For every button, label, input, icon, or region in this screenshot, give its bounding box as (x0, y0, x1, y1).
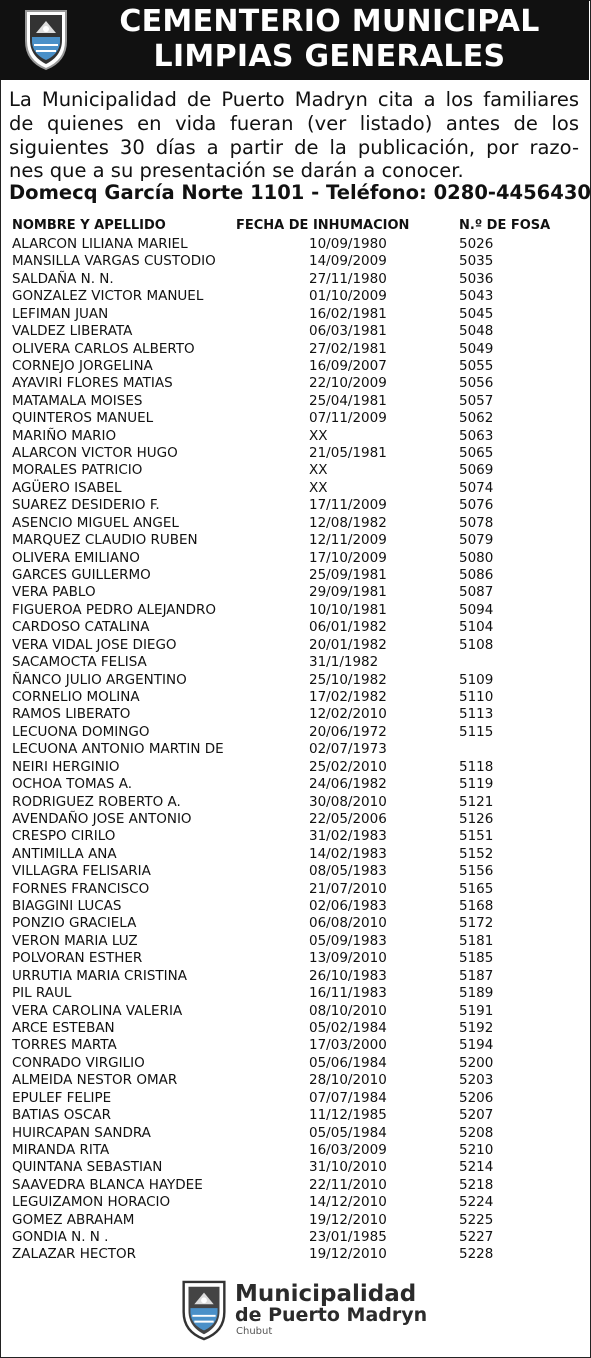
cell-fosa: 5165 (459, 880, 494, 897)
cell-date: 25/10/1982 (309, 671, 387, 688)
table-row (0, 550, 589, 567)
cell-date: 02/06/1983 (309, 898, 387, 915)
cell-name: ÑANCO JULIO ARGENTINO (12, 671, 187, 688)
table-row (0, 950, 589, 967)
cell-name: FORNES FRANCISCO (12, 880, 150, 897)
notice-address: Domecq García Norte 1101 - Teléfono: 0280-4456430 (9, 181, 591, 204)
cell-name: VILLAGRA FELISARIA (12, 863, 151, 880)
column-header-name: NOMBRE Y APELLIDO (12, 218, 166, 233)
cell-date: 10/10/1981 (309, 601, 387, 618)
table-row (0, 915, 589, 932)
cell-fosa: 5185 (459, 950, 494, 967)
cell-date: 06/01/1982 (309, 619, 387, 636)
cell-date: 16/03/2009 (309, 1141, 387, 1158)
municipal-crest-icon (180, 1279, 228, 1341)
cell-date: 06/08/2010 (309, 915, 387, 932)
cell-name: EPULEF FELIPE (12, 1089, 112, 1106)
cell-fosa: 5055 (459, 357, 494, 374)
cell-fosa: 5104 (459, 619, 494, 636)
cell-name: SAAVEDRA BLANCA HAYDEE (12, 1176, 203, 1193)
cell-name: OLIVERA CARLOS ALBERTO (12, 340, 195, 357)
cell-fosa: 5026 (459, 236, 494, 252)
table-row (0, 654, 589, 671)
cell-date: 17/10/2009 (309, 549, 387, 566)
cell-date: 14/09/2009 (309, 253, 387, 270)
cell-date: 06/03/1981 (309, 323, 387, 340)
table-header (0, 218, 589, 234)
cell-fosa: 5108 (459, 636, 494, 653)
cell-fosa: 5045 (459, 305, 494, 322)
table-row (0, 1177, 589, 1194)
cell-fosa: 5069 (459, 462, 494, 479)
cell-fosa: 5225 (459, 1211, 494, 1228)
cell-fosa: 5087 (459, 584, 494, 601)
cell-fosa: 5187 (459, 967, 494, 984)
cell-fosa: 5043 (459, 288, 494, 305)
cell-fosa: 5208 (459, 1124, 494, 1141)
cell-fosa: 5152 (459, 845, 494, 862)
cell-name: FIGUEROA PEDRO ALEJANDRO (12, 601, 217, 618)
table-row (0, 497, 589, 514)
cell-fosa: 5074 (459, 479, 494, 496)
page-title-line2: LIMPIAS GENERALES (153, 39, 506, 74)
cell-fosa: 5192 (459, 1019, 494, 1036)
table-row (0, 1037, 589, 1054)
table-row (0, 375, 589, 392)
notice-line-1: La Municipalidad de Puerto Madryn cita a los familiares (9, 88, 579, 111)
cell-fosa: 5126 (459, 810, 494, 827)
cell-fosa: 5035 (459, 253, 494, 270)
cell-date: 27/11/1980 (309, 270, 387, 287)
cell-date: 12/08/1982 (309, 514, 387, 531)
table-row (0, 1159, 589, 1176)
table-row (0, 828, 589, 845)
municipal-crest-icon (22, 7, 70, 71)
cell-name: CORNELIO MOLINA (12, 688, 140, 705)
cell-date: 22/10/2009 (309, 375, 387, 392)
cell-date: 21/07/2010 (309, 880, 387, 897)
table-row (0, 1020, 589, 1037)
cell-fosa: 5194 (459, 1037, 494, 1054)
cell-name: RAMOS LIBERATO (12, 706, 131, 723)
cell-fosa: 5057 (459, 392, 494, 409)
table-row (0, 689, 589, 706)
table-row (0, 933, 589, 950)
cell-name: AVENDAÑO JOSE ANTONIO (12, 810, 192, 827)
cell-name: ARCE ESTEBAN (12, 1019, 115, 1036)
cell-name: CRESPO CIRILO (12, 828, 116, 845)
cell-date: 17/11/2009 (309, 497, 387, 514)
cell-date: 05/06/1984 (309, 1054, 387, 1071)
table-row (0, 358, 589, 375)
column-header-fosa: N.º DE FOSA (459, 218, 551, 233)
cell-name: MORALES PATRICIO (12, 462, 143, 479)
cell-name: VERA CAROLINA VALERIA (12, 1002, 183, 1019)
table-row (0, 567, 589, 584)
table-row (0, 741, 589, 758)
table-row (0, 1003, 589, 1020)
cell-name: LEGUIZAMON HORACIO (12, 1194, 171, 1211)
cell-name: ANTIMILLA ANA (12, 845, 117, 862)
cell-date: 14/02/1983 (309, 845, 387, 862)
cell-fosa: 5151 (459, 828, 494, 845)
cell-name: LECUONA DOMINGO (12, 723, 150, 740)
cell-date: 13/09/2010 (309, 950, 387, 967)
cell-date: 31/1/1982 (309, 654, 379, 671)
cell-name: GONZALEZ VICTOR MANUEL (12, 288, 204, 305)
cell-date: 11/12/1985 (309, 1107, 387, 1124)
cell-fosa: 5181 (459, 932, 494, 949)
cell-date: 16/02/1981 (309, 305, 387, 322)
cell-name: NEIRI HERGINIO (12, 758, 120, 775)
cell-fosa: 5207 (459, 1107, 494, 1124)
cell-fosa: 5065 (459, 445, 494, 462)
cell-date: 25/09/1981 (309, 567, 387, 584)
cell-date: 02/07/1973 (309, 741, 387, 758)
cell-date: 28/10/2010 (309, 1072, 387, 1089)
table-row (0, 393, 589, 410)
cell-fosa: 5214 (459, 1159, 494, 1176)
cell-fosa: 5189 (459, 985, 494, 1002)
cell-date: 05/02/1984 (309, 1019, 387, 1036)
cell-fosa: 5048 (459, 323, 494, 340)
table-row (0, 881, 589, 898)
cell-name: GONDIA N. N . (12, 1229, 109, 1246)
cell-date: 27/02/1981 (309, 340, 387, 357)
cell-name: ZALAZAR HECTOR (12, 1246, 137, 1263)
table-row (0, 410, 589, 427)
table-row (0, 1125, 589, 1142)
cell-date: 08/05/1983 (309, 863, 387, 880)
table-row (0, 846, 589, 863)
cell-date: 05/05/1984 (309, 1124, 387, 1141)
table-row (0, 776, 589, 793)
cell-fosa: 5086 (459, 567, 494, 584)
cell-fosa: 5076 (459, 497, 494, 514)
cell-name: URRUTIA MARIA CRISTINA (12, 967, 187, 984)
cell-date: XX (309, 479, 328, 496)
table-row (0, 306, 589, 323)
cell-date: 16/11/1983 (309, 985, 387, 1002)
table-row (0, 1229, 589, 1246)
cell-name: LEFIMAN JUAN (12, 305, 109, 322)
municipality-logo (180, 1279, 440, 1345)
cell-name: OLIVERA EMILIANO (12, 549, 140, 566)
table-row (0, 323, 589, 340)
cell-name: CARDOSO CATALINA (12, 619, 150, 636)
cell-fosa: 5121 (459, 793, 494, 810)
cell-name: AYAVIRI FLORES MATIAS (12, 375, 173, 392)
cell-date: 22/11/2010 (309, 1176, 387, 1193)
table-row (0, 619, 589, 636)
cell-fosa: 5036 (459, 270, 494, 287)
cell-fosa: 5094 (459, 601, 494, 618)
cell-name: POLVORAN ESTHER (12, 950, 143, 967)
cell-name: GOMEZ ABRAHAM (12, 1211, 135, 1228)
cell-fosa: 5191 (459, 1002, 494, 1019)
cell-date: 19/12/2010 (309, 1211, 387, 1228)
table-row (0, 1194, 589, 1211)
cell-name: SACAMOCTA FELISA (12, 654, 147, 671)
cell-fosa: 5206 (459, 1089, 494, 1106)
table-row (0, 428, 589, 445)
cell-name: ASENCIO MIGUEL ANGEL (12, 514, 179, 531)
cell-fosa: 5156 (459, 863, 494, 880)
cell-fosa: 5056 (459, 375, 494, 392)
table-row (0, 811, 589, 828)
table-row (0, 1090, 589, 1107)
notice-line-4: nes que a su presentación se darán a conocer. (9, 159, 464, 182)
cell-name: ALARCON VICTOR HUGO (12, 445, 178, 462)
table-row (0, 445, 589, 462)
cell-fosa: 5049 (459, 340, 494, 357)
table-row (0, 271, 589, 288)
cell-fosa: 5080 (459, 549, 494, 566)
cell-date: 21/05/1981 (309, 445, 387, 462)
cell-fosa: 5172 (459, 915, 494, 932)
table-row (0, 863, 589, 880)
cell-name: MATAMALA MOISES (12, 392, 143, 409)
cell-date: XX (309, 462, 328, 479)
cell-date: 17/02/1982 (309, 688, 387, 705)
burial-table (0, 236, 589, 1264)
cell-date: 07/11/2009 (309, 410, 387, 427)
cell-name: VALDEZ LIBERATA (12, 323, 133, 340)
table-row (0, 1107, 589, 1124)
cell-date: 23/01/1985 (309, 1229, 387, 1246)
cell-date: 12/02/2010 (309, 706, 387, 723)
table-row (0, 341, 589, 358)
cell-date: 10/09/1980 (309, 236, 387, 252)
cell-date: 29/09/1981 (309, 584, 387, 601)
cell-date: 24/06/1982 (309, 776, 387, 793)
cell-name: SUAREZ DESIDERIO F. (12, 497, 160, 514)
cell-name: VERA PABLO (12, 584, 96, 601)
cell-name: ALMEIDA NESTOR OMAR (12, 1072, 178, 1089)
cell-fosa: 5119 (459, 776, 494, 793)
cell-name: CONRADO VIRGILIO (12, 1054, 145, 1071)
cell-fosa: 5113 (459, 706, 494, 723)
cell-fosa: 5200 (459, 1054, 494, 1071)
cell-fosa: 5078 (459, 514, 494, 531)
cell-name: HUIRCAPAN SANDRA (12, 1124, 151, 1141)
cell-date: 26/10/1983 (309, 967, 387, 984)
cell-fosa: 5115 (459, 723, 494, 740)
cell-fosa: 5218 (459, 1176, 494, 1193)
table-row (0, 236, 589, 253)
cell-fosa: 5227 (459, 1229, 494, 1246)
logo-title: Municipalidad (235, 1281, 417, 1307)
cell-name: TORRES MARTA (12, 1037, 117, 1054)
cell-name: PIL RAUL (12, 985, 72, 1002)
cell-date: 19/12/2010 (309, 1246, 387, 1263)
page-title-line1: CEMENTERIO MUNICIPAL (119, 4, 540, 39)
table-row (0, 759, 589, 776)
table-row (0, 672, 589, 689)
cell-name: MARQUEZ CLAUDIO RUBEN (12, 532, 198, 549)
cell-fosa: 5063 (459, 427, 494, 444)
cell-name: RODRIGUEZ ROBERTO A. (12, 793, 181, 810)
cell-date: 12/11/2009 (309, 532, 387, 549)
cell-fosa: 5110 (459, 688, 494, 705)
cell-name: OCHOA TOMAS A. (12, 776, 133, 793)
table-row (0, 480, 589, 497)
logo-province: Chubut (236, 1326, 273, 1337)
cell-name: VERON MARIA LUZ (12, 932, 138, 949)
cell-fosa: 5228 (459, 1246, 494, 1263)
table-row (0, 584, 589, 601)
cell-date: 31/02/1983 (309, 828, 387, 845)
cell-date: 31/10/2010 (309, 1159, 387, 1176)
cell-name: AGÜERO ISABEL (12, 479, 122, 496)
table-row (0, 253, 589, 270)
cell-date: 20/06/1972 (309, 723, 387, 740)
cell-name: MARIÑO MARIO (12, 427, 117, 444)
notice-line-3: siguientes 30 días a partir de la publicación, por razo- (9, 136, 579, 159)
table-row (0, 637, 589, 654)
cell-name: SALDAÑA N. N. (12, 270, 114, 287)
table-row (0, 515, 589, 532)
cell-date: 16/09/2007 (309, 357, 387, 374)
table-row (0, 462, 589, 479)
table-row (0, 968, 589, 985)
cell-date: 25/04/1981 (309, 392, 387, 409)
notice-line-2: de quienes en vida fueran (ver listado) antes de los (9, 112, 579, 135)
cell-name: BATIAS OSCAR (12, 1107, 112, 1124)
cell-fosa: 5203 (459, 1072, 494, 1089)
cell-name: LECUONA ANTONIO MARTIN DE (12, 741, 224, 758)
cell-name: GARCES GUILLERMO (12, 567, 151, 584)
cell-name: ALARCON LILIANA MARIEL (12, 236, 188, 252)
table-row (0, 1142, 589, 1159)
cell-fosa: 5118 (459, 758, 494, 775)
table-row (0, 794, 589, 811)
cell-date: 08/10/2010 (309, 1002, 387, 1019)
table-row (0, 532, 589, 549)
cell-name: VERA VIDAL JOSE DIEGO (12, 636, 177, 653)
table-row (0, 985, 589, 1002)
cell-name: QUINTANA SEBASTIAN (12, 1159, 163, 1176)
cell-name: MIRANDA RITA (12, 1141, 110, 1158)
table-row (0, 724, 589, 741)
table-row (0, 1246, 589, 1263)
cell-date: 01/10/2009 (309, 288, 387, 305)
cell-date: 20/01/1982 (309, 636, 387, 653)
cell-date: 25/02/2010 (309, 758, 387, 775)
table-row (0, 1072, 589, 1089)
cell-fosa: 5109 (459, 671, 494, 688)
table-row (0, 706, 589, 723)
table-row (0, 288, 589, 305)
cell-name: PONZIO GRACIELA (12, 915, 137, 932)
cell-name: BIAGGINI LUCAS (12, 898, 122, 915)
header-banner (0, 0, 589, 80)
cell-fosa: 5062 (459, 410, 494, 427)
cell-date: 30/08/2010 (309, 793, 387, 810)
table-row (0, 602, 589, 619)
cell-name: CORNEJO JORGELINA (12, 357, 153, 374)
cell-date: 17/03/2000 (309, 1037, 387, 1054)
cell-name: MANSILLA VARGAS CUSTODIO (12, 253, 216, 270)
cell-fosa: 5224 (459, 1194, 494, 1211)
cell-fosa: 5079 (459, 532, 494, 549)
column-header-date: FECHA DE INHUMACION (236, 218, 410, 233)
logo-subtitle: de Puerto Madryn (235, 1304, 428, 1326)
cell-fosa: 5210 (459, 1141, 494, 1158)
table-row (0, 1212, 589, 1229)
cell-date: 07/07/1984 (309, 1089, 387, 1106)
cell-date: XX (309, 427, 328, 444)
cell-fosa: 5168 (459, 898, 494, 915)
cell-name: QUINTEROS MANUEL (12, 410, 154, 427)
cell-date: 14/12/2010 (309, 1194, 387, 1211)
cell-date: 05/09/1983 (309, 932, 387, 949)
table-row (0, 1055, 589, 1072)
cell-date: 22/05/2006 (309, 810, 387, 827)
table-row (0, 898, 589, 915)
